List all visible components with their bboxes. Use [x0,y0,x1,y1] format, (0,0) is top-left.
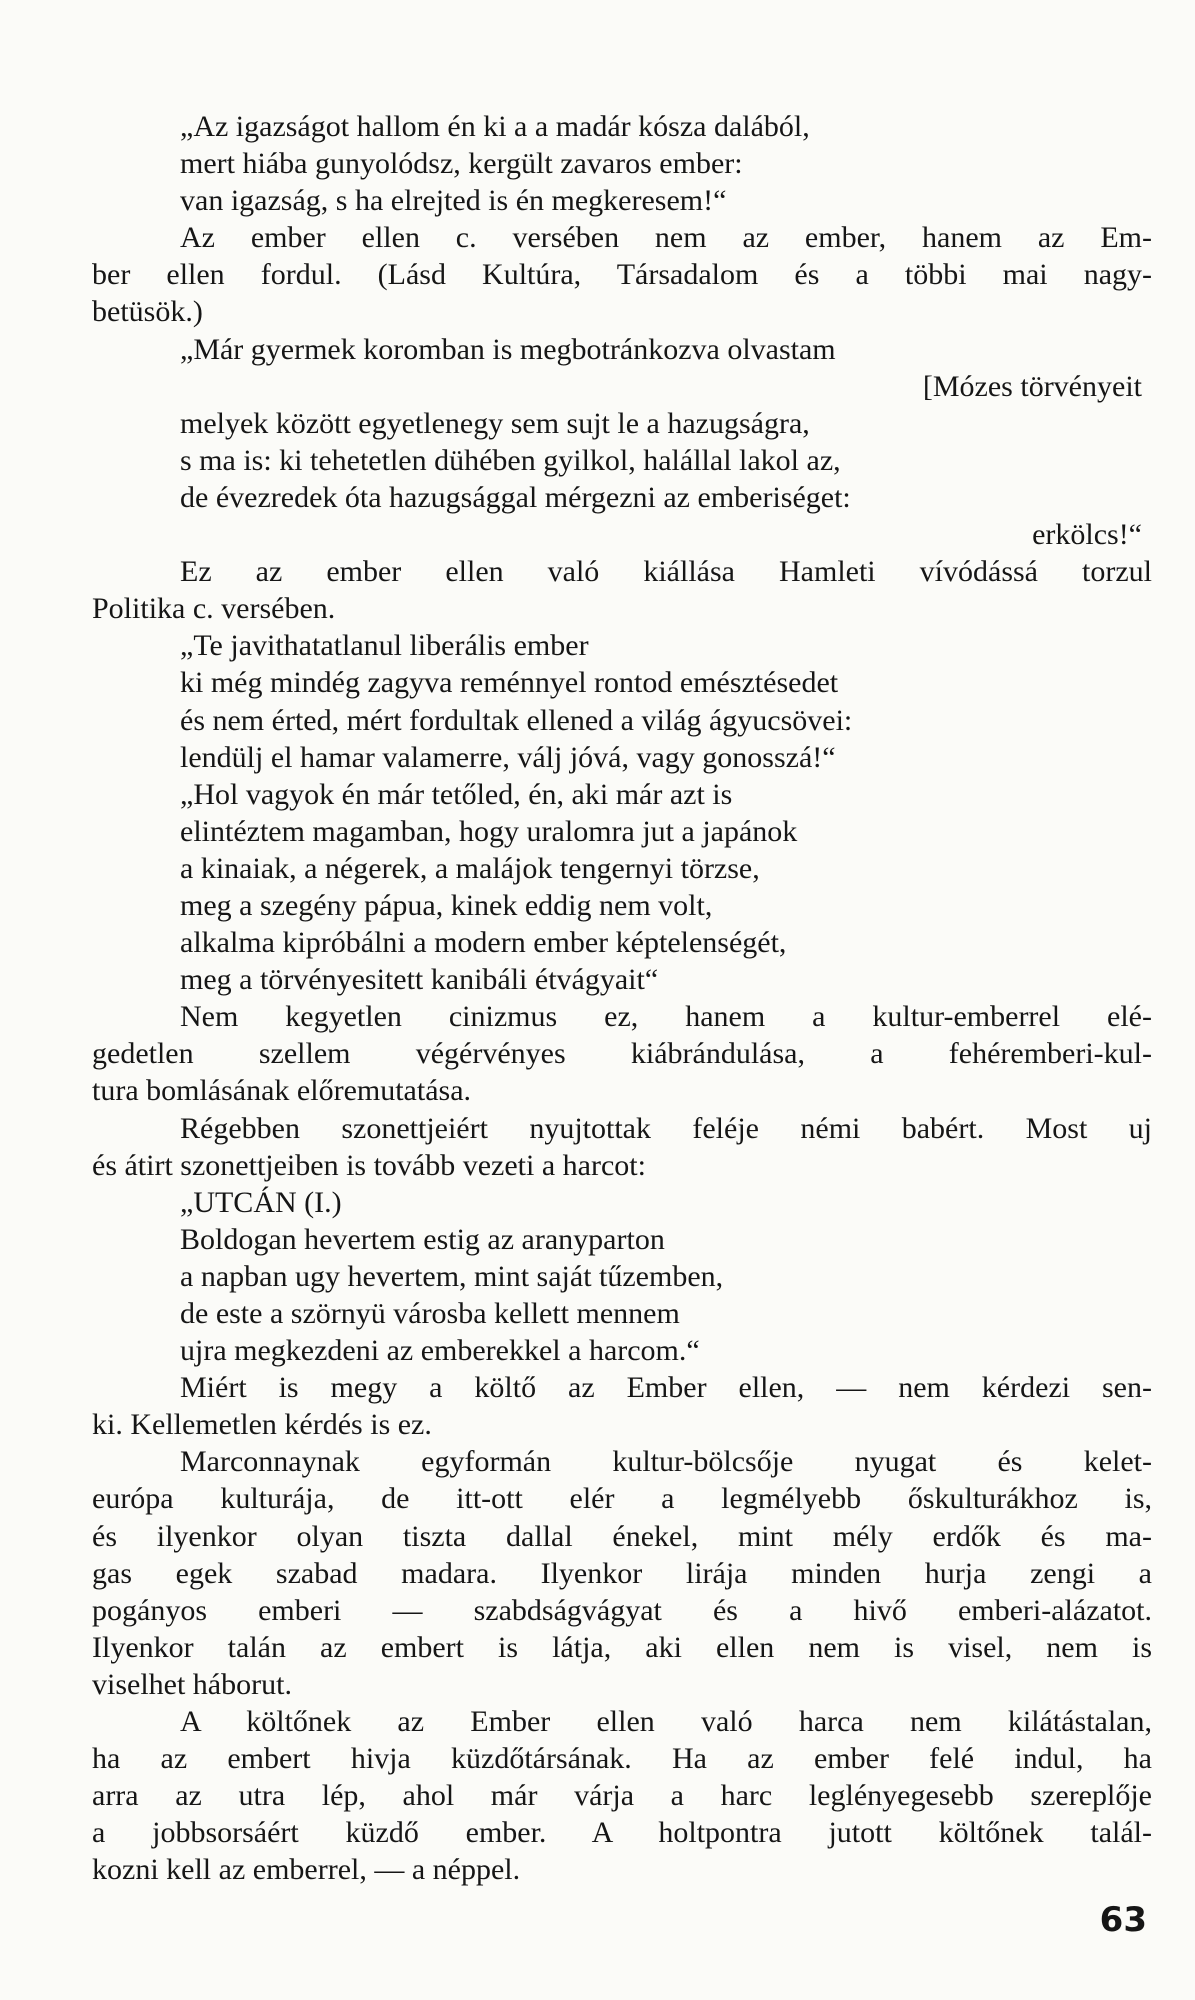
page-number: 63 [1099,1900,1147,1940]
text-line: ki még mindég zagyva reménnyel rontod emésztésedet [180,666,839,700]
text-line: és ilyenkor olyan tiszta dallal énekel, mint mély erdők és ma- [92,1519,1152,1553]
text-line: [Mózes törvényeit [922,369,1142,403]
text-line: meg a szegény pápua, kinek eddig nem volt, [180,888,713,922]
text-line: s ma is: ki tehetetlen dühében gyilkol, halállal lakol az, [180,443,841,477]
text-line: és nem érted, mért fordultak ellened a világ ágyucsövei: [180,703,853,737]
text-line: viselhet háborut. [92,1667,292,1701]
text-line: Ilyenkor talán az embert is látja, aki ellen nem is visel, nem is [92,1630,1152,1664]
text-line: melyek között egyetlenegy sem sujt le a hazugságra, [180,406,810,440]
page-body-text [92,108,1152,1889]
text-line: európa kulturája, de itt-ott elér a legmélyebb őskulturákhoz is, [92,1482,1152,1516]
text-line: ki. Kellemetlen kérdés is ez. [92,1408,432,1442]
text-line: kozni kell az emberrel, — a néppel. [92,1853,521,1887]
text-line: gas egek szabad madara. Ilyenkor lirája minden hurja zengi a [92,1556,1152,1590]
text-line: meg a törvényesitett kanibáli étvágyait“ [180,963,659,997]
text-line: „UTCÁN (I.) [180,1185,342,1219]
text-line: gedetlen szellem végérvényes kiábrándulása, a fehéremberi-kul- [92,1037,1152,1071]
text-line: Az ember ellen c. versében nem az ember, hanem az Em- [180,221,1152,255]
text-line: elintéztem magamban, hogy uralomra jut a japánok [180,814,798,848]
text-line: Ez az ember ellen való kiállása Hamleti vívódássá torzul [180,555,1152,589]
text-line: a jobbsorsáért küzdő ember. A holtpontra jutott költőnek talál- [92,1816,1152,1850]
text-line: alkalma kipróbálni a modern ember képtelenségét, [180,926,787,960]
text-line: a napban ugy hevertem, mint saját tűzemben, [180,1259,724,1293]
text-line: tura bomlásának előremutatása. [92,1074,472,1108]
text-line: Marconnaynak egyformán kultur-bölcsője nyugat és kelet- [180,1445,1152,1479]
text-line: Politika c. versében. [92,592,336,626]
text-line: Miért is megy a költő az Ember ellen, — nem kérdezi sen- [180,1371,1152,1405]
text-line: erkölcs!“ [1032,518,1142,552]
text-line: Nem kegyetlen cinizmus ez, hanem a kultur-emberrel elé- [180,1000,1152,1034]
text-line: arra az utra lép, ahol már várja a harc leglényegesebb szereplője [92,1779,1152,1813]
text-line: Boldogan hevertem estig az aranyparton [180,1222,665,1256]
text-line: de este a szörnyü városba kellett mennem [180,1297,680,1330]
text-line: ujra megkezdeni az emberekkel a harcom.“ [180,1334,700,1368]
text-line: van igazság, s ha elrejted is én megkeresem!“ [180,184,727,218]
text-line: „Az igazságot hallom én ki a a madár kósza dalából, [180,110,810,143]
text-line: „Te javithatatlanul liberális ember [180,629,589,663]
text-line: a kinaiak, a négerek, a malájok tengernyi törzse, [180,851,760,885]
text-line: és átirt szonettjeiben is tovább vezeti a harcot: [92,1148,646,1182]
text-line: „Hol vagyok én már tetőled, én, aki már azt is [180,777,733,811]
text-line: ber ellen fordul. (Lásd Kultúra, Társadalom és a többi mai nagy- [92,258,1152,292]
text-line: ha az embert hivja küzdőtársának. Ha az ember felé indul, ha [92,1742,1152,1776]
text-line: „Már gyermek koromban is megbotránkozva olvastam [180,332,836,366]
text-line: lendülj el hamar valamerre, válj jóvá, vagy gonosszá!“ [180,740,836,774]
text-line: betüsök.) [92,295,203,329]
text-line: mert hiába gunyolódsz, kergült zavaros ember: [180,147,743,181]
text-line: Régebben szonettjeiért nyujtottak feléje némi babért. Most uj [180,1111,1152,1145]
text-line: A költőnek az Ember ellen való harca nem kilátástalan, [180,1705,1152,1739]
text-line: de évezredek óta hazugsággal mérgezni az emberiséget: [180,480,851,514]
text-line: pogányos emberi — szabdságvágyat és a hivő emberi-alázatot. [92,1593,1152,1627]
